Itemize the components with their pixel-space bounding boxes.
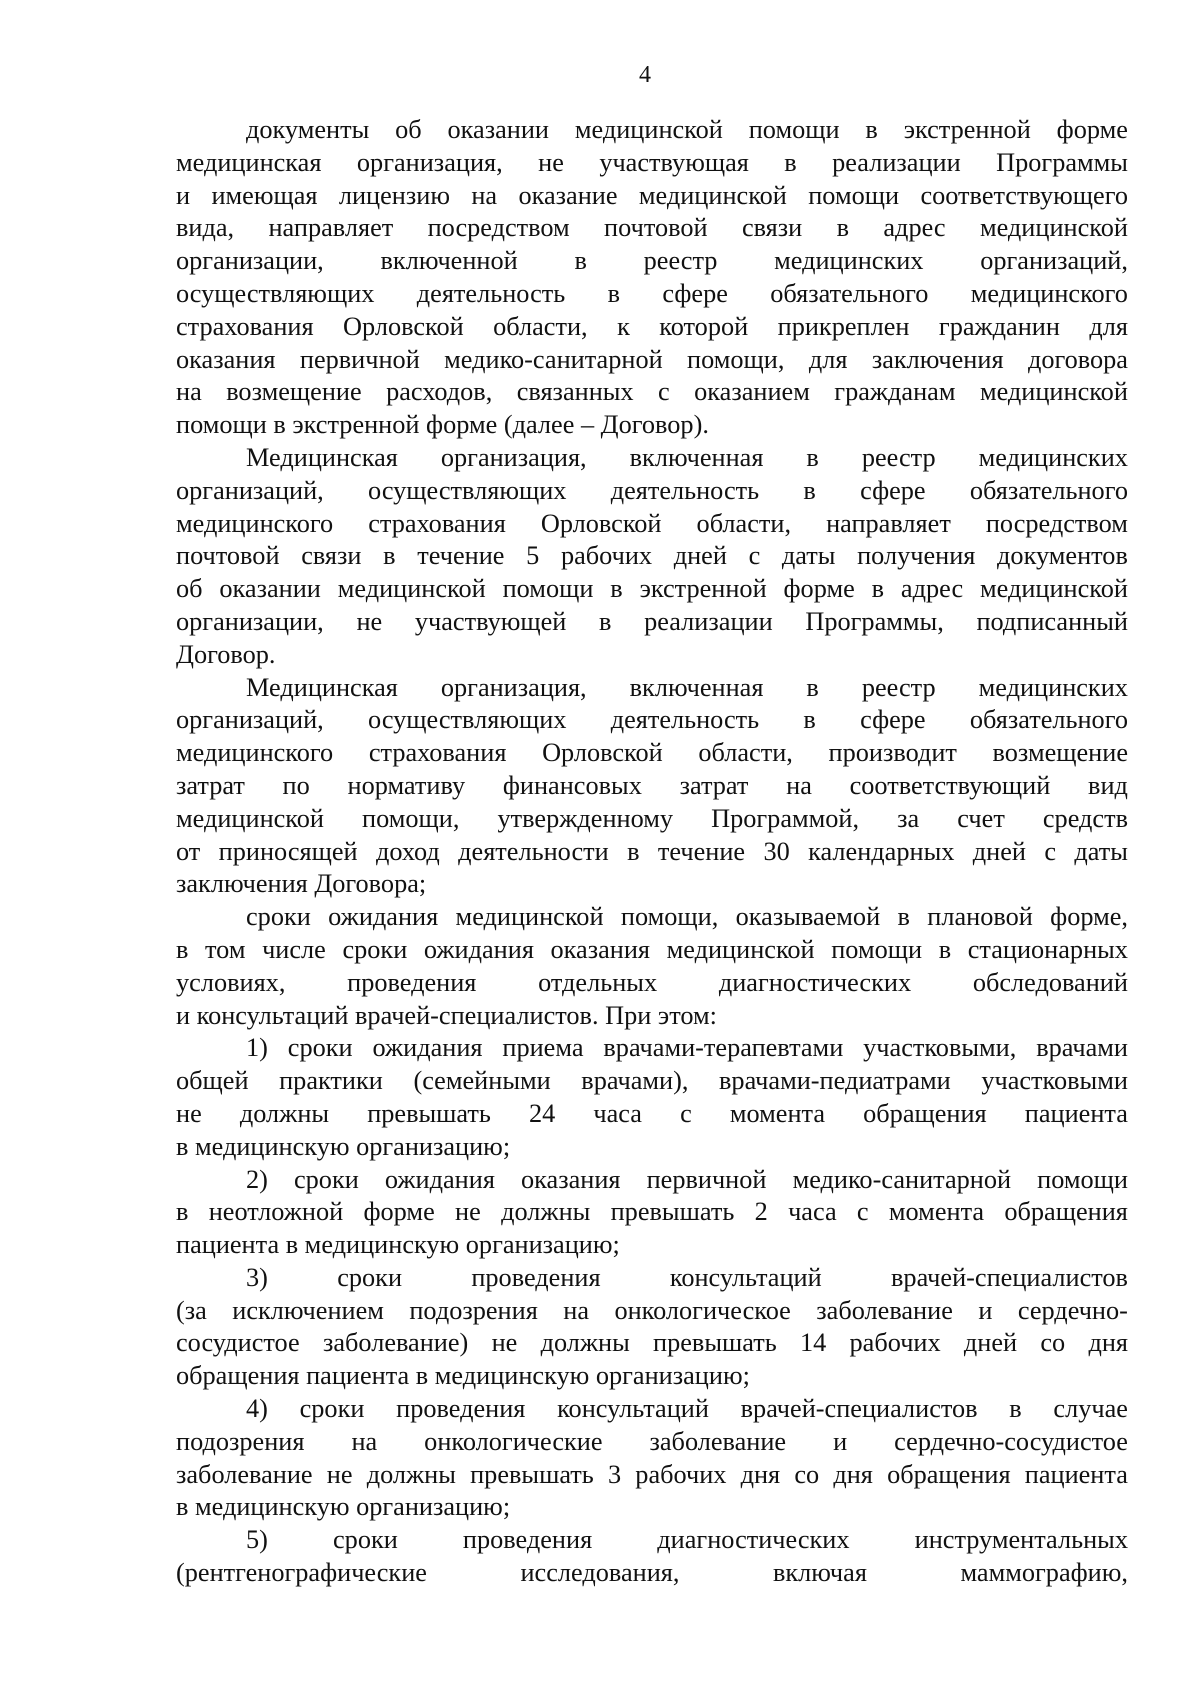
text-line: подозрения на онкологические заболевание и сердечно-сосудистое: [176, 1426, 1128, 1456]
text-line: обращения пациента в медицинскую организацию;: [176, 1361, 750, 1391]
text-line: (за исключением подозрения на онкологическое заболевание и сердечно-: [176, 1295, 1128, 1325]
text-line: от приносящей доход деятельности в течение 30 календарных дней с даты: [176, 836, 1128, 866]
text-line: вида, направляет посредством почтовой связи в адрес медицинской: [176, 213, 1128, 243]
text-line: условиях, проведения отдельных диагностических обследований: [176, 967, 1128, 997]
text-line: Договор.: [176, 639, 276, 669]
text-line: в неотложной форме не должны превышать 2 часа с момента обращения: [176, 1197, 1128, 1227]
text-line: организаций, осуществляющих деятельность в сфере обязательного: [176, 705, 1128, 735]
page-number: 4: [639, 62, 651, 88]
text-line: осуществляющих деятельность в сфере обязательного медицинского: [176, 278, 1128, 308]
text-line: сосудистое заболевание) не должны превышать 14 рабочих дней со дня: [176, 1328, 1128, 1358]
text-line: Медицинская организация, включенная в реестр медицинских: [246, 672, 1128, 702]
text-line: 2) сроки ожидания оказания первичной медико-санитарной помощи: [246, 1164, 1128, 1194]
text-line: документы об оказании медицинской помощи в экстренной форме: [246, 115, 1128, 144]
text-line: и имеющая лицензию на оказание медицинской помощи соответствующего: [176, 180, 1128, 210]
text-line: медицинского страхования Орловской области, направляет посредством: [176, 508, 1128, 538]
text-line: сроки ожидания медицинской помощи, оказываемой в плановой форме,: [246, 902, 1128, 932]
text-line: организаций, осуществляющих деятельность в сфере обязательного: [176, 475, 1128, 505]
text-line: в медицинскую организацию;: [176, 1131, 511, 1161]
text-line: медицинской помощи, утвержденному Программой, за счет средств: [176, 803, 1128, 833]
document-body: [176, 114, 1128, 1590]
text-line: помощи в экстренной форме (далее – Договор).: [176, 410, 709, 440]
text-line: 1) сроки ожидания приема врачами-терапевтами участковыми, врачами: [246, 1033, 1128, 1063]
text-line: медицинская организация, не участвующая в реализации Программы: [176, 147, 1128, 177]
text-line: Медицинская организация, включенная в реестр медицинских: [246, 442, 1128, 472]
text-line: 5) сроки проведения диагностических инструментальных: [246, 1525, 1128, 1555]
text-line: оказания первичной медико-санитарной помощи, для заключения договора: [176, 344, 1128, 374]
text-line: не должны превышать 24 часа с момента обращения пациента: [176, 1098, 1128, 1128]
text-line: медицинского страхования Орловской области, производит возмещение: [176, 738, 1128, 768]
text-line: (рентгенографические исследования, включая маммографию,: [176, 1558, 1128, 1588]
text-line: заключения Договора;: [176, 869, 427, 899]
text-line: на возмещение расходов, связанных с оказанием гражданам медицинской: [176, 377, 1128, 407]
text-line: заболевание не должны превышать 3 рабочих дня со дня обращения пациента: [176, 1459, 1128, 1489]
text-line: организации, включенной в реестр медицинских организаций,: [176, 246, 1128, 276]
text-line: организации, не участвующей в реализации Программы, подписанный: [176, 606, 1128, 636]
text-line: и консультаций врачей-специалистов. При этом:: [176, 1000, 717, 1030]
text-line: об оказании медицинской помощи в экстренной форме в адрес медицинской: [176, 574, 1128, 604]
text-line: 3) сроки проведения консультаций врачей-специалистов: [246, 1262, 1128, 1292]
text-line: страхования Орловской области, к которой прикреплен гражданин для: [176, 311, 1128, 341]
text-line: в медицинскую организацию;: [176, 1492, 511, 1522]
text-line: в том числе сроки ожидания оказания медицинской помощи в стационарных: [176, 934, 1128, 964]
text-line: почтовой связи в течение 5 рабочих дней с даты получения документов: [176, 541, 1128, 571]
text-line: пациента в медицинскую организацию;: [176, 1230, 620, 1260]
text-line: 4) сроки проведения консультаций врачей-специалистов в случае: [246, 1394, 1128, 1424]
text-line: затрат по нормативу финансовых затрат на соответствующий вид: [176, 770, 1128, 800]
text-line: общей практики (семейными врачами), врачами-педиатрами участковыми: [176, 1066, 1128, 1096]
